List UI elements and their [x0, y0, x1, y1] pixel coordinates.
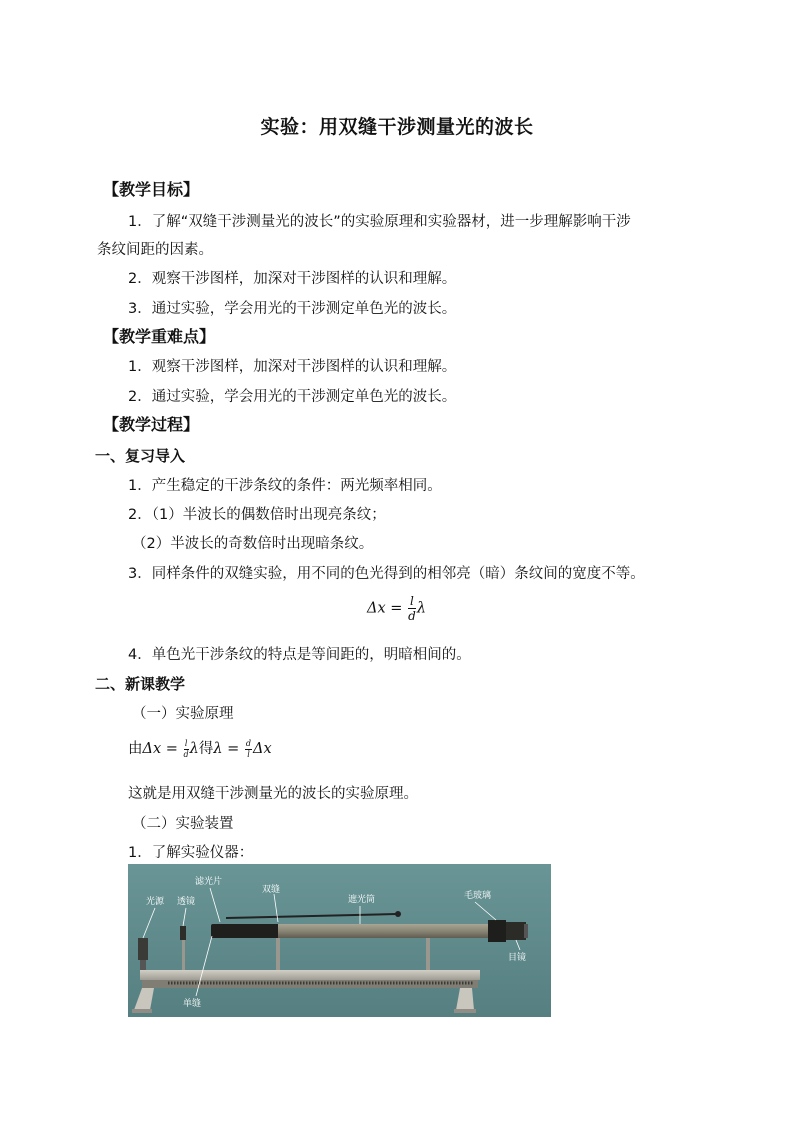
goal-item-2: 2．观察干涉图样，加深对干涉图样的认识和理解。: [128, 271, 457, 287]
formula-numerator: l: [410, 594, 414, 608]
formula-lhs: Δx =: [367, 600, 403, 617]
formula-delta-x: [367, 595, 426, 622]
principle-mid: 得: [198, 741, 214, 757]
light-source-housing: [138, 938, 148, 960]
principle-a-tail: λ: [189, 741, 199, 757]
label-lens: 透镜: [177, 896, 196, 906]
optical-bench-top: [140, 970, 480, 980]
figure-background: [128, 864, 551, 1017]
process-heading: 【教学过程】: [103, 415, 200, 434]
principle-b-num: d: [245, 738, 252, 748]
label-double-slit: 双缝: [262, 884, 281, 894]
apparatus-heading: （二）实验装置: [132, 816, 234, 832]
principle-b-den: l: [247, 749, 250, 759]
principle-a-num: l: [184, 738, 188, 748]
ground-glass: [488, 920, 506, 942]
review-heading: 一、复习导入: [95, 447, 186, 465]
review-item-1: 1．产生稳定的干涉条纹的条件：两光频率相同。: [128, 478, 442, 494]
goal-item-1-cont: 条纹间距的因素。: [97, 242, 213, 258]
keypoint-item-2: 2．通过实验，学会用光的干涉测定单色光的波长。: [128, 389, 457, 405]
lens-holder: [180, 926, 186, 940]
label-ground-glass: 毛玻璃: [464, 890, 492, 900]
goals-heading: 【教学目标】: [103, 180, 200, 199]
filter-single-double-slit: [211, 924, 281, 938]
eyepiece: [506, 922, 526, 940]
principle-b: λ =: [213, 741, 240, 757]
page-title: 实验：用双缝干涉测量光的波长: [260, 116, 534, 138]
principle-text: 这就是用双缝干涉测量光的波长的实验原理。: [128, 786, 418, 802]
apparatus-illustration: [128, 864, 551, 1017]
label-single-slit: 单缝: [183, 998, 202, 1008]
review-item-2b: （2）半波长的奇数倍时出现暗条纹。: [132, 536, 374, 552]
formula-denominator: d: [408, 609, 416, 623]
formula-rhs: λ: [416, 600, 427, 617]
label-filter: 滤光片: [195, 876, 223, 886]
goal-item-3: 3．通过实验，学会用光的干涉测定单色光的波长。: [128, 301, 457, 317]
principle-a-den: d: [183, 749, 189, 759]
light-tube: [278, 924, 490, 938]
apparatus-item-1: 1．了解实验仪器：: [128, 845, 254, 861]
review-item-4: 4．单色光干涉条纹的特点是等间距的，明暗相间的。: [128, 647, 471, 663]
review-item-3: 3．同样条件的双缝实验，用不同的色光得到的相邻亮（暗）条纹间的宽度不等。: [128, 566, 645, 582]
principle-formula: [128, 736, 272, 762]
principle-a-fraction: [184, 740, 189, 759]
review-item-2: 2．（1）半波长的偶数倍时出现亮条纹；: [128, 507, 386, 523]
label-eyepiece: 目镜: [508, 952, 527, 962]
goal-item-1: 1．了解“双缝干涉测量光的波长”的实验原理和实验器材，进一步理解影响干涉: [128, 214, 631, 230]
keypoint-item-1: 1．观察干涉图样，加深对干涉图样的认识和理解。: [128, 359, 457, 375]
formula-fraction: [408, 595, 416, 622]
label-tube: 遮光筒: [348, 894, 376, 904]
label-light-source: 光源: [146, 896, 165, 906]
principle-b-tail: Δx: [253, 741, 272, 757]
apparatus-figure: [128, 864, 551, 1017]
principle-a: Δx =: [142, 741, 178, 757]
principle-heading: （一）实验原理: [132, 706, 234, 722]
keypoints-heading: 【教学重难点】: [103, 327, 216, 346]
principle-prefix: 由: [128, 741, 143, 757]
principle-b-fraction: [245, 740, 252, 759]
newlesson-heading: 二、新课教学: [95, 675, 186, 693]
